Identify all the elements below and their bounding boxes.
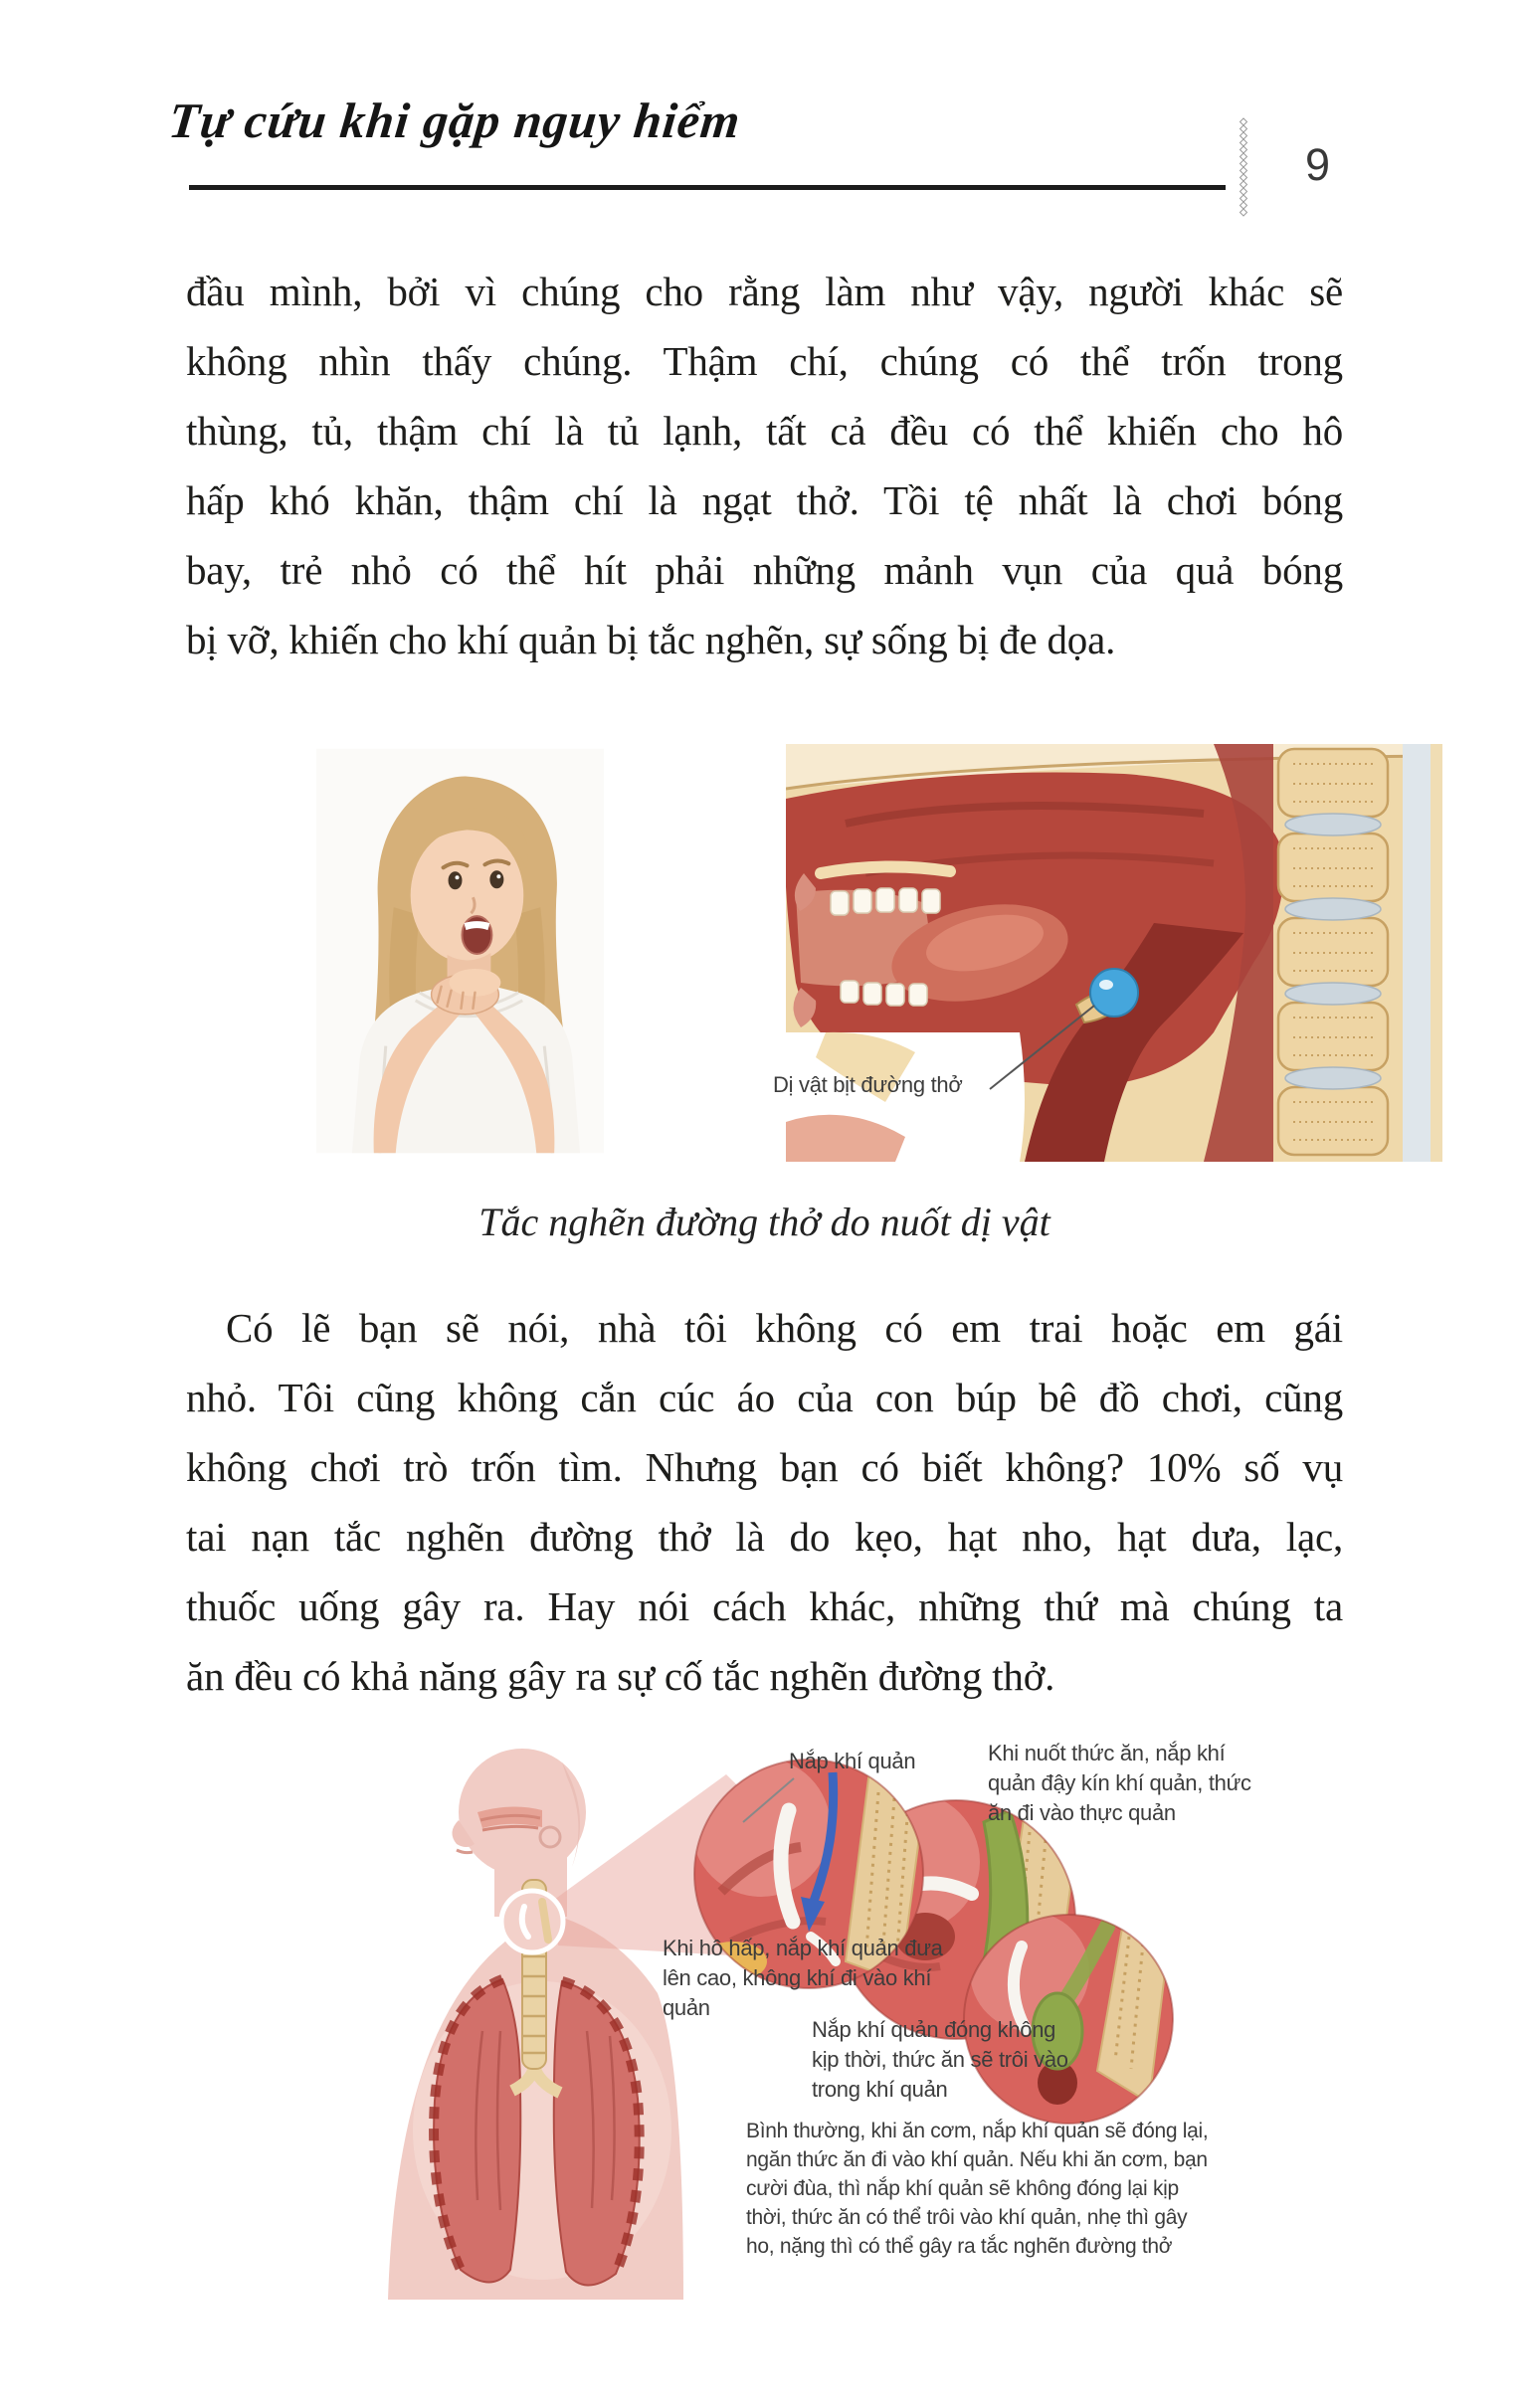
text-line: hấp khó khăn, thậm chí là ngạt thở. Tồi tệ nhất là chơi bóng: [186, 477, 1343, 523]
swallow-note: Khi nuốt thức ăn, nắp khí quản đậy kín khí quản, thức ăn đi vào thực quản: [988, 1741, 1251, 1825]
eye: [489, 870, 503, 888]
text-line: đầu mình, bởi vì chúng cho rằng làm như vậy, người khác sẽ: [186, 269, 1343, 314]
foreign-object-ball: [1090, 969, 1138, 1017]
text-line: nhỏ. Tôi cũng không cắn cúc áo của con búp bê đồ chơi, cũng: [186, 1375, 1343, 1420]
figure-caption: Tắc nghẽn đường thở do nuốt dị vật: [478, 1200, 1050, 1244]
paragraph-opening: [186, 257, 1343, 674]
blocked-note: Nắp khí quản đóng không kịp thời, thức ăn sẽ trôi vào trong khí quản: [812, 2017, 1068, 2102]
throat-anatomy-figure: [786, 744, 1442, 1167]
page-number: 9: [1305, 139, 1331, 190]
throat-highlight-circle: [501, 1891, 563, 1952]
choking-girl-photo: [316, 748, 604, 1159]
epiglottis-label: Nắp khí quản: [789, 1749, 916, 1773]
text-line: không chơi trò trốn tìm. Nhưng bạn có biết không? 10% số vụ: [186, 1444, 1343, 1490]
text-line: tai nạn tắc nghẽn đường thở là do kẹo, hạt nho, hạt dưa, lạc,: [186, 1514, 1343, 1560]
diamond-chain-icon: [1237, 117, 1250, 219]
header-rule: [189, 185, 1226, 190]
text-line: bay, trẻ nhỏ có thể hít phải những mảnh vụn của quả bóng: [186, 547, 1343, 593]
airway-description: Bình thường, khi ăn cơm, nắp khí quản sẽ đóng lại, ngăn thức ăn đi vào khí quản. Nếu khi ăn cơm, bạn cười đùa, thì nắp khí quản sẽ không đóng lại kịp thời, thức ăn có thể trôi vào khí quản, nhẹ thì gây ho, nặng thì có thể gây ra tắc nghẽn đường thở: [746, 2120, 1209, 2258]
text-line: thuốc uống gây ra. Hay nói cách khác, những thứ mà chúng ta: [186, 1583, 1343, 1629]
text-line: Có lẽ bạn sẽ nói, nhà tôi không có em trai hoặc em gái: [226, 1305, 1343, 1351]
text-line: không nhìn thấy chúng. Thậm chí, chúng có thể trốn trong: [186, 338, 1343, 384]
choking-girl-illustration: [316, 748, 604, 1154]
header-ornament: [1237, 117, 1250, 224]
breathing-note: Khi hô hấp, nắp khí quản đưa lên cao, không khí đi vào khí quản: [663, 1936, 943, 2020]
foreign-object-label: Dị vật bịt đường thở: [773, 1072, 963, 1097]
chapter-title: Tự cứu khi gặp nguy hiểm: [166, 93, 744, 148]
eye: [449, 871, 463, 889]
text-line: ăn đều có khả năng gây ra sự cố tắc nghẽn đường thở.: [186, 1653, 1055, 1699]
text-line: thùng, tủ, thậm chí là tủ lạnh, tất cả đều có thể khiến cho hô: [186, 408, 1343, 454]
text-line: bị vỡ, khiến cho khí quản bị tắc nghẽn, sự sống bị đe dọa.: [186, 617, 1116, 662]
paragraph-second: [186, 1293, 1343, 1711]
throat-anatomy-illustration: [786, 744, 1442, 1162]
